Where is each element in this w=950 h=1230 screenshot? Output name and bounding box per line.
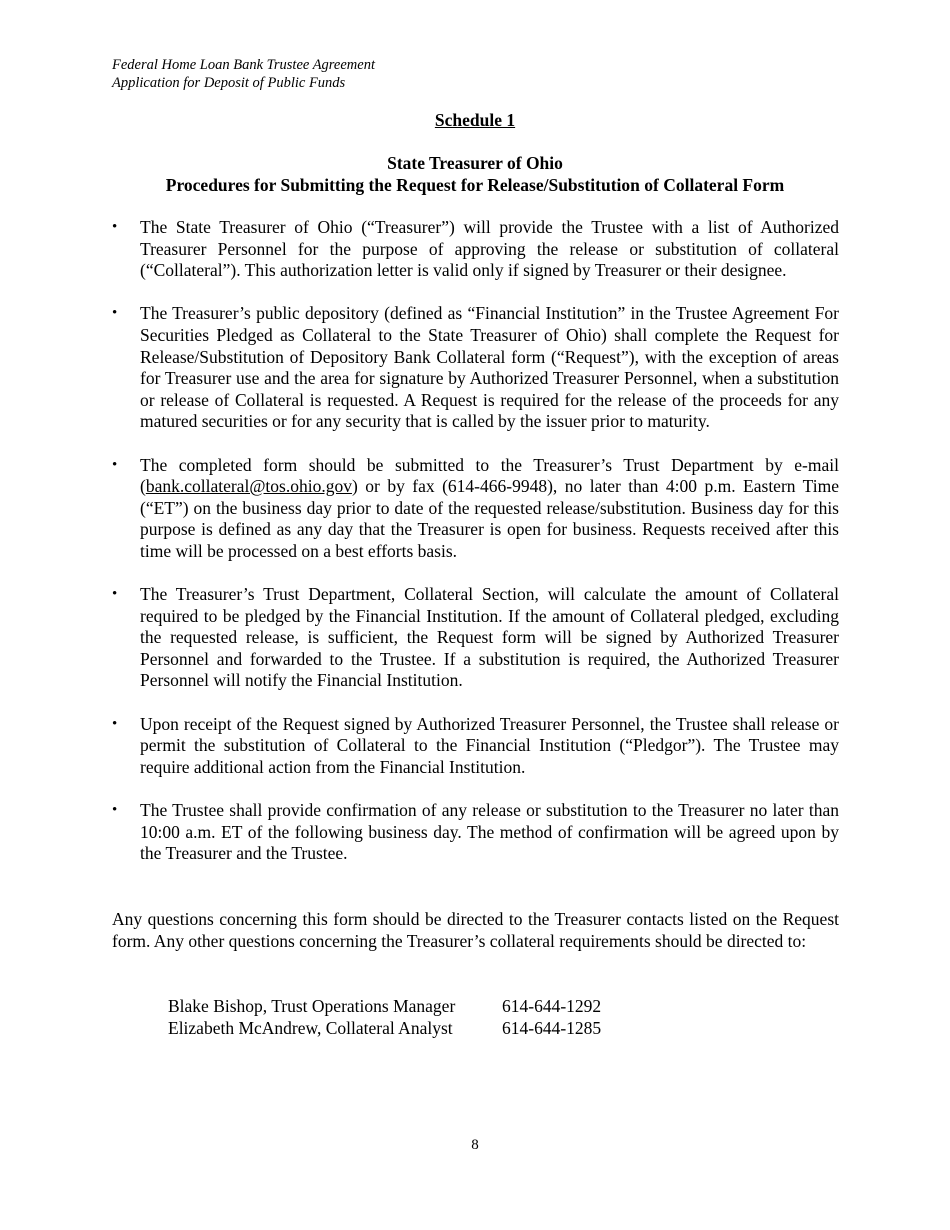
procedure-item: [112, 800, 839, 865]
procedure-text: The Treasurer’s Trust Department, Collateral Section, will calculate the amount of Collateral required to be pledged by the Financial Institution. If the amount of Collateral pledged, excluding the requested release, is sufficient, the Request form will be signed by Authorized Treasurer Personnel and forwarded to the Trustee. If a substitution is required, the Authorized Treasurer Personnel will notify the Financial Institution.: [140, 584, 839, 691]
bullet-icon: •: [112, 456, 118, 473]
contacts-list: [168, 996, 601, 1039]
contact-phone: 614-644-1292: [502, 996, 602, 1016]
header-line-agreement: Federal Home Loan Bank Trustee Agreement: [112, 57, 375, 73]
page-number: 8: [471, 1137, 479, 1153]
bullet-icon: •: [112, 802, 118, 819]
contact-phone: 614-644-1285: [502, 1017, 602, 1038]
document-title: State Treasurer of Ohio: [387, 153, 563, 173]
contact-name: Elizabeth McAndrew, Collateral Analyst: [168, 1017, 453, 1038]
procedure-item: [112, 455, 839, 563]
procedure-text: The Trustee shall provide confirmation of any release or substitution to the Treasurer no later than 10:00 a.m. ET of the following business day. The method of confirmation will be agreed upon by the Treasurer and the Trustee.: [140, 800, 839, 864]
procedure-text: The State Treasurer of Ohio (“Treasurer”) will provide the Trustee with a list of Authorized Treasurer Personnel for the purpose of approving the release or substitution of collateral (“Collateral”). This authorization letter is valid only if signed by Treasurer or their designee.: [140, 217, 839, 281]
procedure-item: [112, 584, 839, 692]
contact-name: Blake Bishop, Trust Operations Manager: [168, 996, 456, 1016]
procedures-list: [112, 217, 839, 886]
procedure-text: Upon receipt of the Request signed by Authorized Treasurer Personnel, the Trustee shall release or permit the substitution of Collateral to the Financial Institution (“Pledgor”). The Trustee may require additional action from the Financial Institution.: [140, 713, 839, 777]
closing-paragraph: Any questions concerning this form should be directed to the Treasurer contacts listed on the Request form. Any other questions concerning the Treasurer’s collateral requirements should be directed to:: [112, 909, 839, 951]
procedure-text-end: ) or by fax (614-466-9948), no later than 4:00 p.m. Eastern Time (“ET”) on the business day prior to date of the requested release/substitution. Business day for this purpose is defined as any day that the Treasurer is open for business. Requests received after this time will be processed on a best efforts basis.: [140, 476, 839, 561]
bullet-icon: •: [112, 219, 118, 235]
header-line-application: Application for Deposit of Public Funds: [112, 75, 346, 91]
procedure-item: [112, 303, 839, 433]
email-link[interactable]: bank.collateral@tos.ohio.gov: [145, 476, 352, 497]
contact-row: [168, 1018, 601, 1040]
bullet-icon: •: [112, 715, 118, 732]
procedure-item: [112, 217, 839, 282]
procedure-text: The Treasurer’s public depository (defined as “Financial Institution” in the Trustee Agreement For Securities Pledged as Collateral to the State Treasurer of Ohio) shall complete the Request for Release/Substitution of Depository Bank Collateral form (“Request”), with the exception of areas for Treasurer use and the area for signature by Authorized Treasurer Personnel, when a substitution or release of Collateral is requested. A Request is required for the release of the proceeds for any matured securities or for any security that is called by the issuer prior to maturity.: [140, 303, 839, 432]
title-block: [0, 152, 950, 196]
document-header: [112, 56, 375, 92]
contact-row: [168, 996, 601, 1018]
bullet-icon: •: [112, 305, 118, 322]
bullet-icon: •: [112, 586, 118, 603]
schedule-title: Schedule 1: [434, 110, 516, 130]
procedure-item: [112, 714, 839, 779]
procedure-text-start: The completed form should be submitted to the Treasurer’s Trust Department by e-mail (: [140, 454, 839, 497]
document-subtitle: Procedures for Submitting the Request for Release/Substitution of Collateral Form: [165, 175, 785, 195]
